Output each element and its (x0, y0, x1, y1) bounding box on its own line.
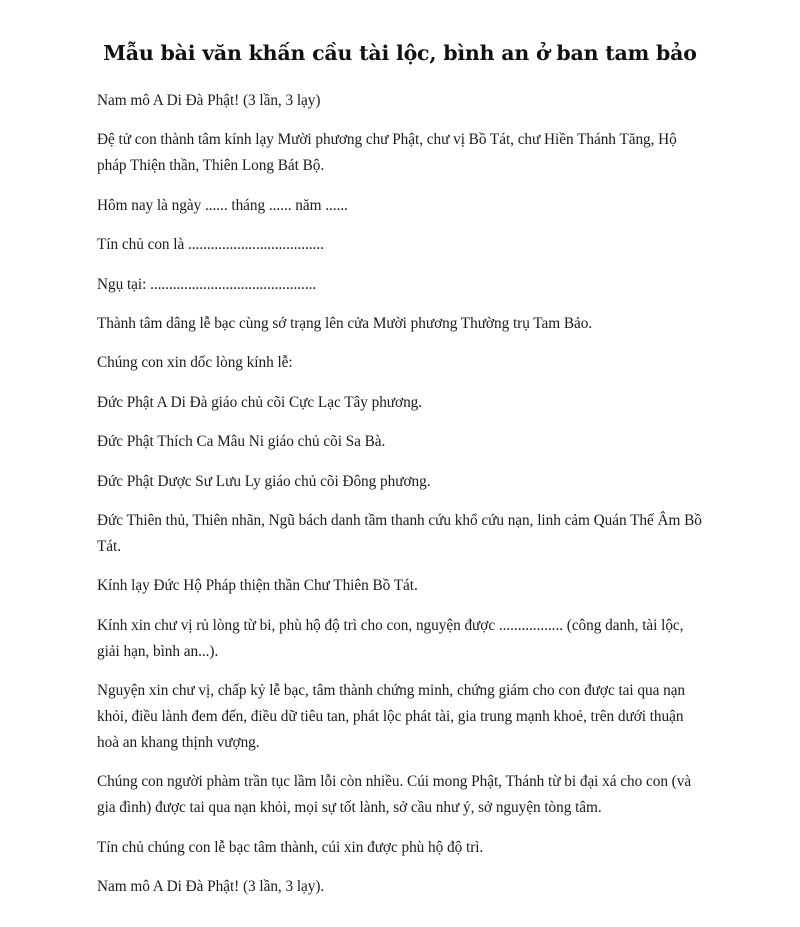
paragraph-date: Hôm nay là ngày ...... tháng ...... năm ...... (97, 196, 348, 214)
paragraph-medicine-buddha: Đức Phật Dược Sư Lưu Ly giáo chủ cõi Đông phương. (97, 472, 431, 490)
paragraph-avalokiteshvara: Đức Thiên thủ, Thiên nhãn, Ngũ bách danh tầm thanh cứu khổ cứu nạn, linh cảm Quán Thế Âm Bồ Tát. (97, 511, 702, 555)
paragraph-request: Kính xin chư vị rủ lòng từ bi, phù hộ độ trì cho con, nguyện được ................. (công danh, tài lộc, giải hạn, bình an...). (97, 616, 684, 660)
paragraph-reverence: Chúng con xin dốc lòng kính lễ: (97, 354, 293, 372)
paragraph-opening-invocation: Nam mô A Di Đà Phật! (3 lần, 3 lạy) (97, 92, 321, 109)
document-title: Mẫu bài văn khấn cầu tài lộc, bình an ở ban tam bảo (103, 41, 697, 65)
paragraph-amitabha: Đức Phật A Di Đà giáo chủ cõi Cực Lạc Tây phương. (97, 393, 423, 411)
paragraph-repentance: Chúng con người phàm trần tục lầm lỗi còn nhiều. Cúi mong Phật, Thánh từ bi đại xá cho con (và gia đình) được tai qua nạn khỏi, mọi sự tốt lành, sở cầu như ý, sở nguyện tòng tâm. (97, 773, 692, 817)
paragraph-plea: Tín chủ chúng con lễ bạc tâm thành, cúi xin được phù hộ độ trì. (97, 838, 484, 856)
paragraph-offering: Thành tâm dâng lễ bạc cùng sớ trạng lên cửa Mười phương Thường trụ Tam Bảo. (97, 314, 593, 332)
paragraph-homage: Đệ tử con thành tâm kính lạy Mười phương chư Phật, chư vị Bồ Tát, chư Hiền Thánh Tăng, Hộ pháp Thiện thần, Thiên Long Bát Bộ. (97, 131, 677, 175)
paragraph-devotee-name: Tín chủ con là .................................... (97, 236, 324, 254)
paragraph-residence: Ngụ tại: ............................................ (97, 275, 317, 293)
document-body (97, 88, 709, 914)
paragraph-shakyamuni: Đức Phật Thích Ca Mâu Ni giáo chủ cõi Sa Bà. (97, 433, 386, 451)
paragraph-wishes: Nguyện xin chư vị, chấp kỷ lễ bạc, tâm thành chứng minh, chứng giám cho con được tai qua nạn khỏi, điều lành đem đến, điều dữ tiêu tan, phát lộc phát tài, gia trung mạnh khoẻ, trên dưới thuận hoà an khang thịnh vượng. (97, 682, 686, 752)
paragraph-closing-invocation: Nam mô A Di Đà Phật! (3 lần, 3 lạy). (97, 878, 325, 896)
paragraph-dharma-protectors: Kính lạy Đức Hộ Pháp thiện thần Chư Thiên Bồ Tát. (97, 577, 418, 595)
